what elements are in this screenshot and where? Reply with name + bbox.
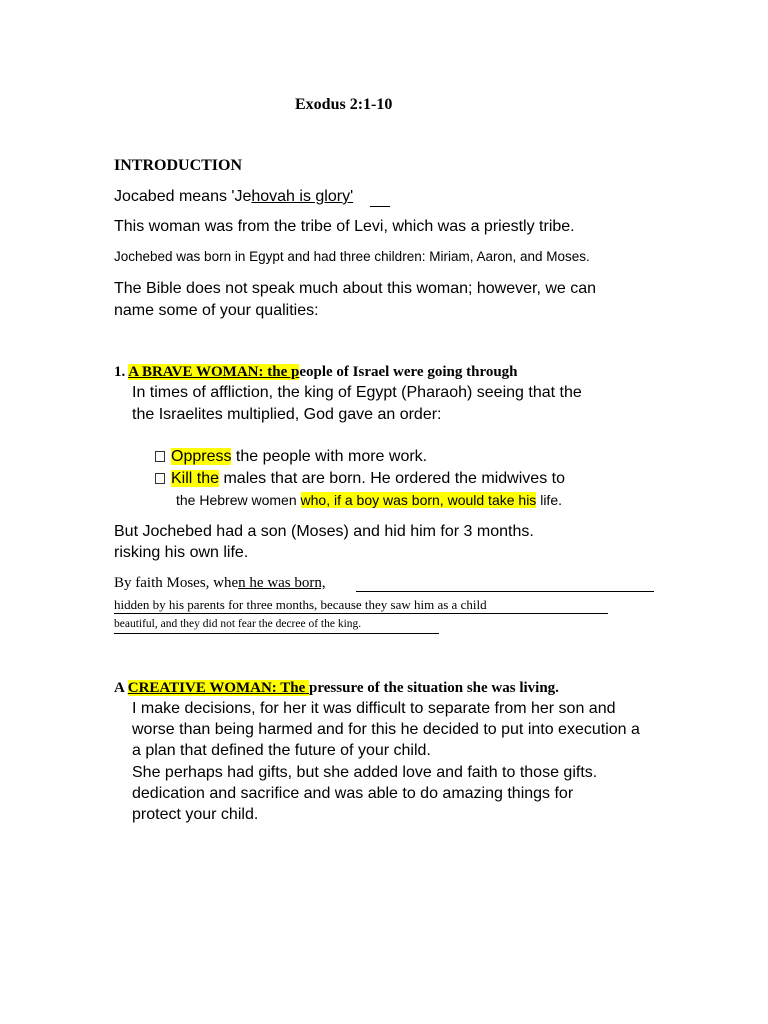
born-line: Jochebed was born in Egypt and had three children: Miriam, Aaron, and Moses. <box>114 249 590 264</box>
midwives-line <box>176 492 562 508</box>
section2-line-6: protect your child. <box>132 806 259 823</box>
bullet-kill-text: males that are born. He ordered the midwives to <box>219 470 565 487</box>
section2-line-5: dedication and sacrifice and was able to do amazing things for <box>132 785 574 802</box>
jocabed-text: Jocabed means 'Je <box>114 188 252 205</box>
section2-heading <box>114 680 559 697</box>
bullet-oppress-highlight: Oppress <box>171 448 232 465</box>
page-title: Exodus 2:1-10 <box>295 96 393 113</box>
jochebed-son-line: But Jochebed had a son (Moses) and hid him for 3 months. <box>114 523 534 540</box>
section2-highlight: CREATIVE WOMAN: The <box>127 680 310 696</box>
section1-line-1: In times of affliction, the king of Egypt (Pharaoh) seeing that the <box>132 384 582 401</box>
bullet-oppress <box>155 448 427 466</box>
faith-underlined: n he was born, <box>238 575 326 591</box>
bullet-box-icon <box>155 473 165 484</box>
section1-heading <box>114 364 518 381</box>
midwives-after: life. <box>536 492 562 508</box>
bullet-oppress-text: the people with more work. <box>231 448 428 465</box>
section2-line-3: a plan that defined the future of your child. <box>132 742 431 759</box>
faith-underline-rule <box>356 591 654 592</box>
section1-highlight: A BRAVE WOMAN: the p <box>128 364 300 380</box>
risking-line: risking his own life. <box>114 544 249 561</box>
faith-before: By faith Moses, whe <box>114 575 239 591</box>
jocabed-underlined: hovah is glory' <box>251 188 354 205</box>
hidden-line: hidden by his parents for three months, because they saw him as a child <box>114 597 487 612</box>
bible-line-1: The Bible does not speak much about this woman; however, we can <box>114 280 597 297</box>
section1-number: 1. <box>114 364 126 380</box>
section1-heading-rest: eople of Israel were going through <box>299 364 518 380</box>
midwives-before: the Hebrew women <box>176 492 301 508</box>
hidden-underline-rule <box>114 613 608 614</box>
beautiful-line: beautiful, and they did not fear the decree of the king. <box>114 618 362 630</box>
midwives-highlight: who, if a boy was born, would take his <box>300 492 537 508</box>
bible-line-2: name some of your qualities: <box>114 302 319 319</box>
intro-heading: INTRODUCTION <box>114 157 243 174</box>
section2-line-4: She perhaps had gifts, but she added love and faith to those gifts. <box>132 764 598 781</box>
bullet-kill-highlight: Kill the <box>171 470 220 487</box>
beautiful-underline-rule <box>114 633 439 634</box>
levi-line: This woman was from the tribe of Levi, which was a priestly tribe. <box>114 218 575 235</box>
bullet-kill <box>155 470 565 488</box>
section2-prefix: A <box>114 680 128 696</box>
faith-line <box>114 575 326 592</box>
section2-line-2: worse than being harmed and for this he decided to put into execution a <box>132 721 640 738</box>
bullet-box-icon <box>155 451 165 462</box>
jocabed-line <box>114 188 353 206</box>
section2-line-1: I make decisions, for her it was difficult to separate from her son and <box>132 700 616 717</box>
jocabed-underline-rule <box>370 206 390 207</box>
section2-heading-rest: pressure of the situation she was living. <box>309 680 559 696</box>
section1-line-2: the Israelites multiplied, God gave an order: <box>132 406 442 423</box>
